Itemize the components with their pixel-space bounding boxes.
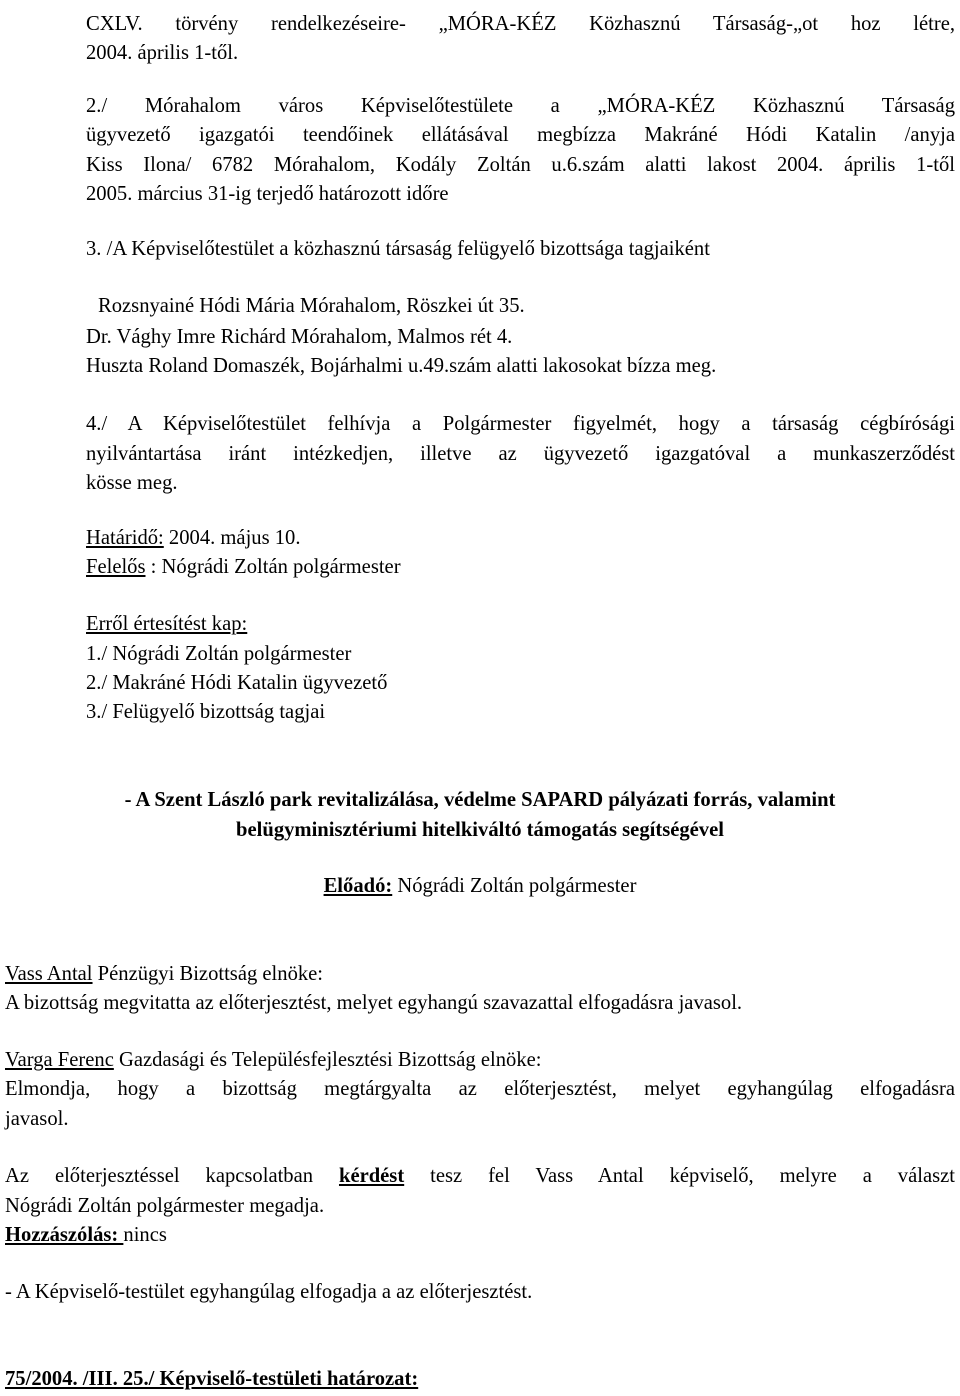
question-post: tesz fel Vass Antal képviselő, melyre a választ [404,1165,955,1187]
comment-label: Hozzászólás: [5,1224,124,1246]
board-member-3: Huszta Roland Domaszék, Bojárhalmi u.49.szám alatti lakosokat bízza meg. [86,355,717,377]
responsible [86,557,401,578]
presenter-value: Nógrádi Zoltán polgármester [392,875,637,897]
presenter [0,876,960,897]
question-line-2: Nógrádi Zoltán polgármester megadja. [5,1195,325,1217]
board-member-2: Dr. Vághy Imre Richárd Mórahalom, Malmos rét 4. [86,326,513,348]
deadline [86,528,301,549]
vass-heading [5,964,323,985]
notify-item-2: 2./ Makráné Hódi Katalin ügyvezető [86,672,388,694]
varga-role: Gazdasági és Településfejlesztési Bizottság elnöke: [113,1049,542,1071]
deadline-value: 2004. május 10. [163,527,301,549]
question-pre: Az előterjesztéssel kapcsolatban [5,1165,339,1187]
vass-name: Vass Antal [5,963,93,985]
responsible-value: : Nógrádi Zoltán polgármester [145,556,401,578]
notify-item-3: 3./ Felügyelő bizottság tagjai [86,701,326,723]
acceptance: - A Képviselő-testület egyhangúlag elfogadja a az előterjesztést. [5,1281,533,1303]
paragraph-4-line-3: kösse meg. [86,472,178,494]
paragraph-2-line-2: ügyvezető igazgatói teendőinek ellátásával megbízza Makráné Hódi Katalin /anyja [86,124,955,146]
varga-name: Varga Ferenc [5,1049,114,1071]
resolution-heading: 75/2004. /III. 25./ Képviselő-testületi határozat: [5,1368,419,1390]
notify-item-1: 1./ Nógrádi Zoltán polgármester [86,643,352,665]
paragraph-4-line-2: nyilvántartása iránt intézkedjen, illetve az ügyvezető igazgatóval a munkaszerződést [86,443,955,465]
paragraph-1-line-2: 2004. április 1-től. [86,42,239,64]
varga-text-line-2: javasol. [5,1108,69,1130]
question-line-1 [5,1166,955,1187]
vass-role: Pénzügyi Bizottság elnöke: [92,963,324,985]
presenter-label: Előadó: [323,875,393,897]
board-member-1: Rozsnyainé Hódi Mária Mórahalom, Röszkei út 35. [98,295,525,317]
topic-title-line-1: - A Szent László park revitalizálása, védelme SAPARD pályázati forrás, valamint [124,789,836,811]
vass-text: A bizottság megvitatta az előterjesztést, melyet egyhangú szavazattal elfogadásra javasol. [5,992,743,1014]
paragraph-1-line-1: CXLV. törvény rendelkezéseire- „MÓRA-KÉZ Közhasznú Társaság-„ot hoz létre, [86,13,955,35]
topic-title-line-2: belügyminisztériumi hitelkiváltó támogatás segítségével [236,819,724,841]
paragraph-2-line-1: 2./ Mórahalom város Képviselőtestülete a „MÓRA-KÉZ Közhasznú Társaság [86,95,955,117]
paragraph-4-line-1: 4./ A Képviselőtestület felhívja a Polgármester figyelmét, hogy a társaság cégbírósági [86,413,955,435]
paragraph-3-heading: 3. /A Képviselőtestület a közhasznú társaság felügyelő bizottsága tagjaiként [86,238,710,260]
paragraph-2-line-3: Kiss Ilona/ 6782 Mórahalom, Kodály Zoltán u.6.szám alatti lakost 2004. április 1-től [86,154,955,176]
responsible-label: Felelős [86,556,146,578]
comment-value: nincs [123,1224,167,1246]
notify-label: Erről értesítést kap: [86,613,248,635]
question-bold: kérdést [338,1165,405,1187]
comment [5,1225,167,1246]
deadline-label: Határidő: [86,527,164,549]
varga-heading [5,1050,542,1071]
varga-text-line-1: Elmondja, hogy a bizottság megtárgyalta az előterjesztést, melyet egyhangúlag elfogadásra [5,1078,955,1100]
paragraph-2-line-4: 2005. március 31-ig terjedő határozott időre [86,183,449,205]
